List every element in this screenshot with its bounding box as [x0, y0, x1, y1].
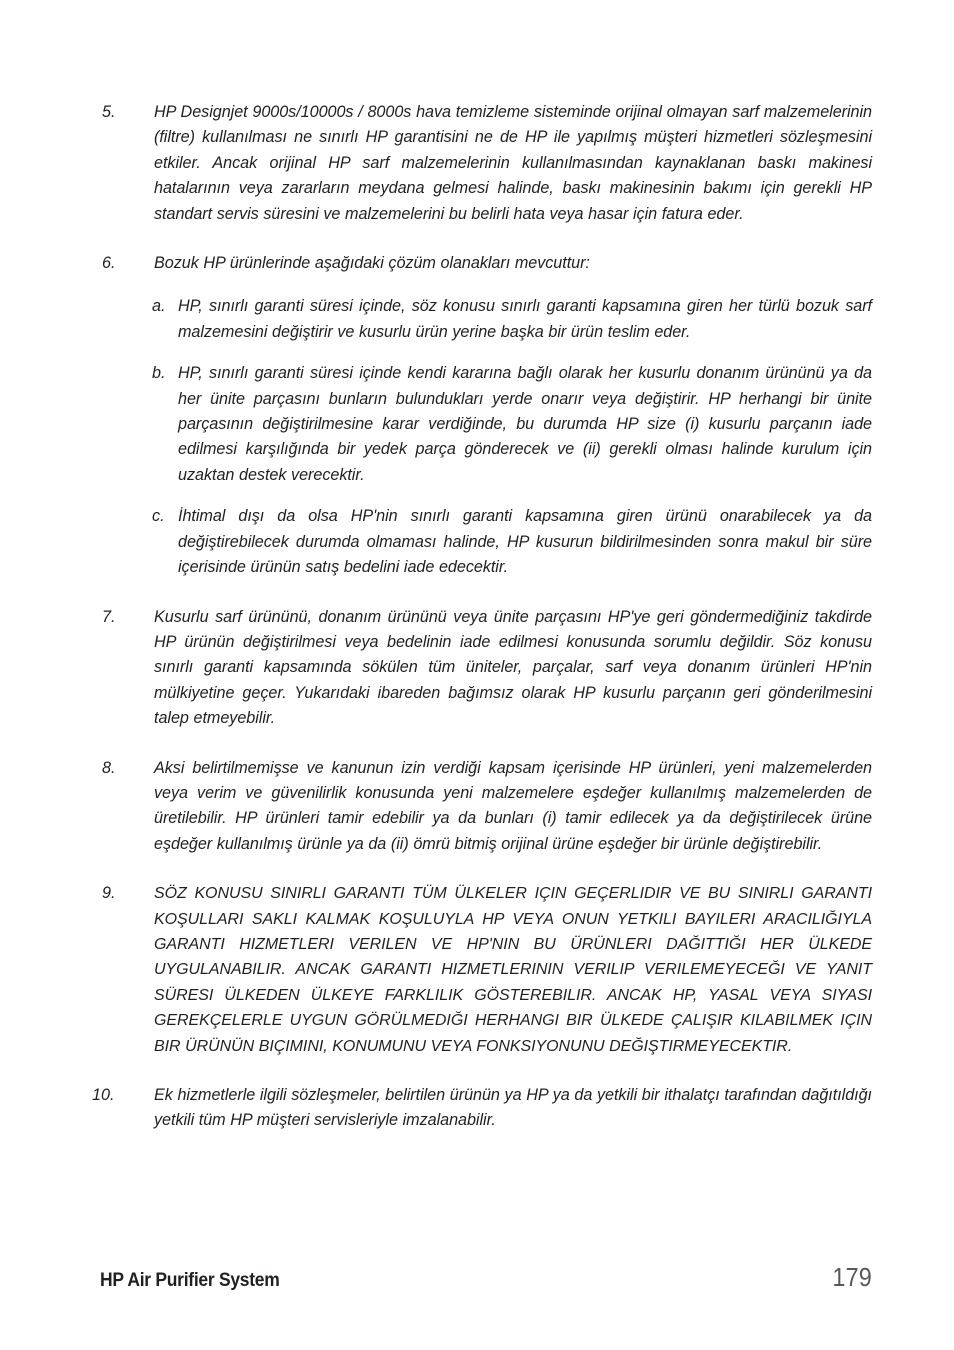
list-item [92, 1083, 872, 1134]
list-marker: 7. [102, 607, 116, 626]
list-item [100, 251, 872, 276]
list-text: Kusurlu sarf ürününü, donanım ürününü veya ünite parçasını HP'ye geri göndermediğiniz takdirde HP ürünün değiştirilmesi veya bedelinin iade edilmesi konusunda sorumlu değildir. Söz konusu sınırlı garanti kapsamında sökülen tüm üniteler, parçalar, sarf veya donanım ürünleri HP'nin mülkiyetine geçer. Yukarıdaki ibareden bağımsız olarak HP kusurlu parçanın geri gönderilmesini talep etmeyebilir. [154, 607, 872, 728]
list-marker: 9. [102, 884, 116, 903]
list-item [100, 881, 872, 1059]
list-marker: 8. [102, 758, 116, 777]
sub-list-item [100, 294, 872, 345]
page-content [92, 100, 872, 1154]
list-text: HP Designjet 9000s/10000s / 8000s hava temizleme sisteminde orijinal olmayan sarf malzemelerinin (filtre) kullanılması ne sınırlı HP garantisini ne de HP ile yapılmış müşteri hizmetleri sözleşmesini etkiler. Ancak orijinal HP sarf malzemelerinin kullanılmasından kaynaklanan baskı makinesi hatalarının veya zararların meydana gelmesi halinde, baskı makinesinin bakımı için gerekli HP standart servis süresini ve malzemelerini bu belirli hata veya hasar için fatura eder. [154, 103, 872, 223]
list-text: Aksi belirtilmemişse ve kanunun izin verdiği kapsam içerisinde HP ürünleri, yeni malzemelerden veya verim ve güvenilirlik konusunda yeni malzemelere eşdeğer kullanılmış malzemelerden de üretilebilir. HP ürünleri tamir edebilir ya da bunları (i) tamir edilecek ya da değiştirilecek ürüne eşdeğer kullanılmış ürünle ya da (ii) ömrü bitmiş orijinal ürüne eşdeğer bir ürünle değiştirebilir. [154, 758, 872, 853]
list-marker: 10. [92, 1086, 115, 1104]
sub-list-text: İhtimal dışı da olsa HP'nin sınırlı garanti kapsamına giren ürünü onarabilecek ya da değiştirebilecek durumda olmaması halinde, HP kusurun bildirilmesinden sonra makul bir süre içerisinde ürünün satış bedelini iade edecektir. [178, 507, 872, 577]
sub-list-marker: a. [152, 297, 166, 316]
sub-list-text: HP, sınırlı garanti süresi içinde kendi kararına bağlı olarak her kusurlu donanım ürününü ya da her ünite parçasını bunların bulundukları yerde onarır veya değiştirir. HP herhangi bir ünite parçasının değiştirilmesine karar verdiğinde, bu durumda HP size (i) kusurlu parçanın iade edilmesi karşılığında bir yedek parça gönderecek ve (ii) gerekli olması halinde kurulum için uzaktan destek verecektir. [178, 364, 872, 484]
list-text: SÖZ KONUSU SINIRLI GARANTI TÜM ÜLKELER IÇIN GEÇERLIDIR VE BU SINIRLI GARANTI KOŞULLARI SAKLI KALMAK KOŞULUYLA HP VEYA ONUN YETKILI BAYILERI ARACILIĞIYLA GARANTI HIZMETLERI VERILEN VE HP'NIN BU ÜRÜNLERI DAĞITTIĞI HER ÜLKEDE UYGULANABILIR. ANCAK GARANTI HIZMETLERININ VERILIP VERILEMEYECEĞI VE YANIT SÜRESI ÜLKEDEN ÜLKEYE FARKLILIK GÖSTEREBILIR. ANCAK HP, YASAL VEYA SIYASI GEREKÇELERLE UYGUN GÖRÜLMEDIĞI HERHANGI BIR ÜLKEDE ÇALIŞIR KILABILMEK IÇIN BIR ÜRÜNÜN BIÇIMINI, KONUMUNU VEYA FONKSIYONUNU DEĞIŞTIRMEYECEKTIR. [154, 885, 872, 1055]
list-text: Bozuk HP ürünlerinde aşağıdaki çözüm olanakları mevcuttur: [154, 254, 590, 273]
page-footer [100, 1262, 872, 1293]
sub-list-text: HP, sınırlı garanti süresi içinde, söz konusu sınırlı garanti kapsamına giren her türlü bozuk sarf malzemesini değiştirir ve kusurlu ürün yerine başka bir ürün teslim eder. [178, 297, 872, 341]
sub-list-marker: b. [152, 364, 166, 383]
list-item [100, 605, 872, 732]
sub-list-marker: c. [152, 507, 165, 526]
list-marker: 6. [102, 254, 116, 273]
list-text: Ek hizmetlerle ilgili sözleşmeler, belirtilen ürünün ya HP ya da yetkili bir ithalatçı tarafından dağıtıldığı yetkili tüm HP müşteri servisleriyle imzalanabilir. [154, 1086, 872, 1130]
sub-list-item [100, 361, 872, 488]
list-item [100, 756, 872, 858]
sub-list-item [100, 504, 872, 580]
list-marker: 5. [102, 103, 116, 121]
list-item [100, 100, 872, 227]
footer-page-number: 179 [832, 1262, 872, 1292]
footer-title: HP Air Purifier System [100, 1270, 280, 1291]
